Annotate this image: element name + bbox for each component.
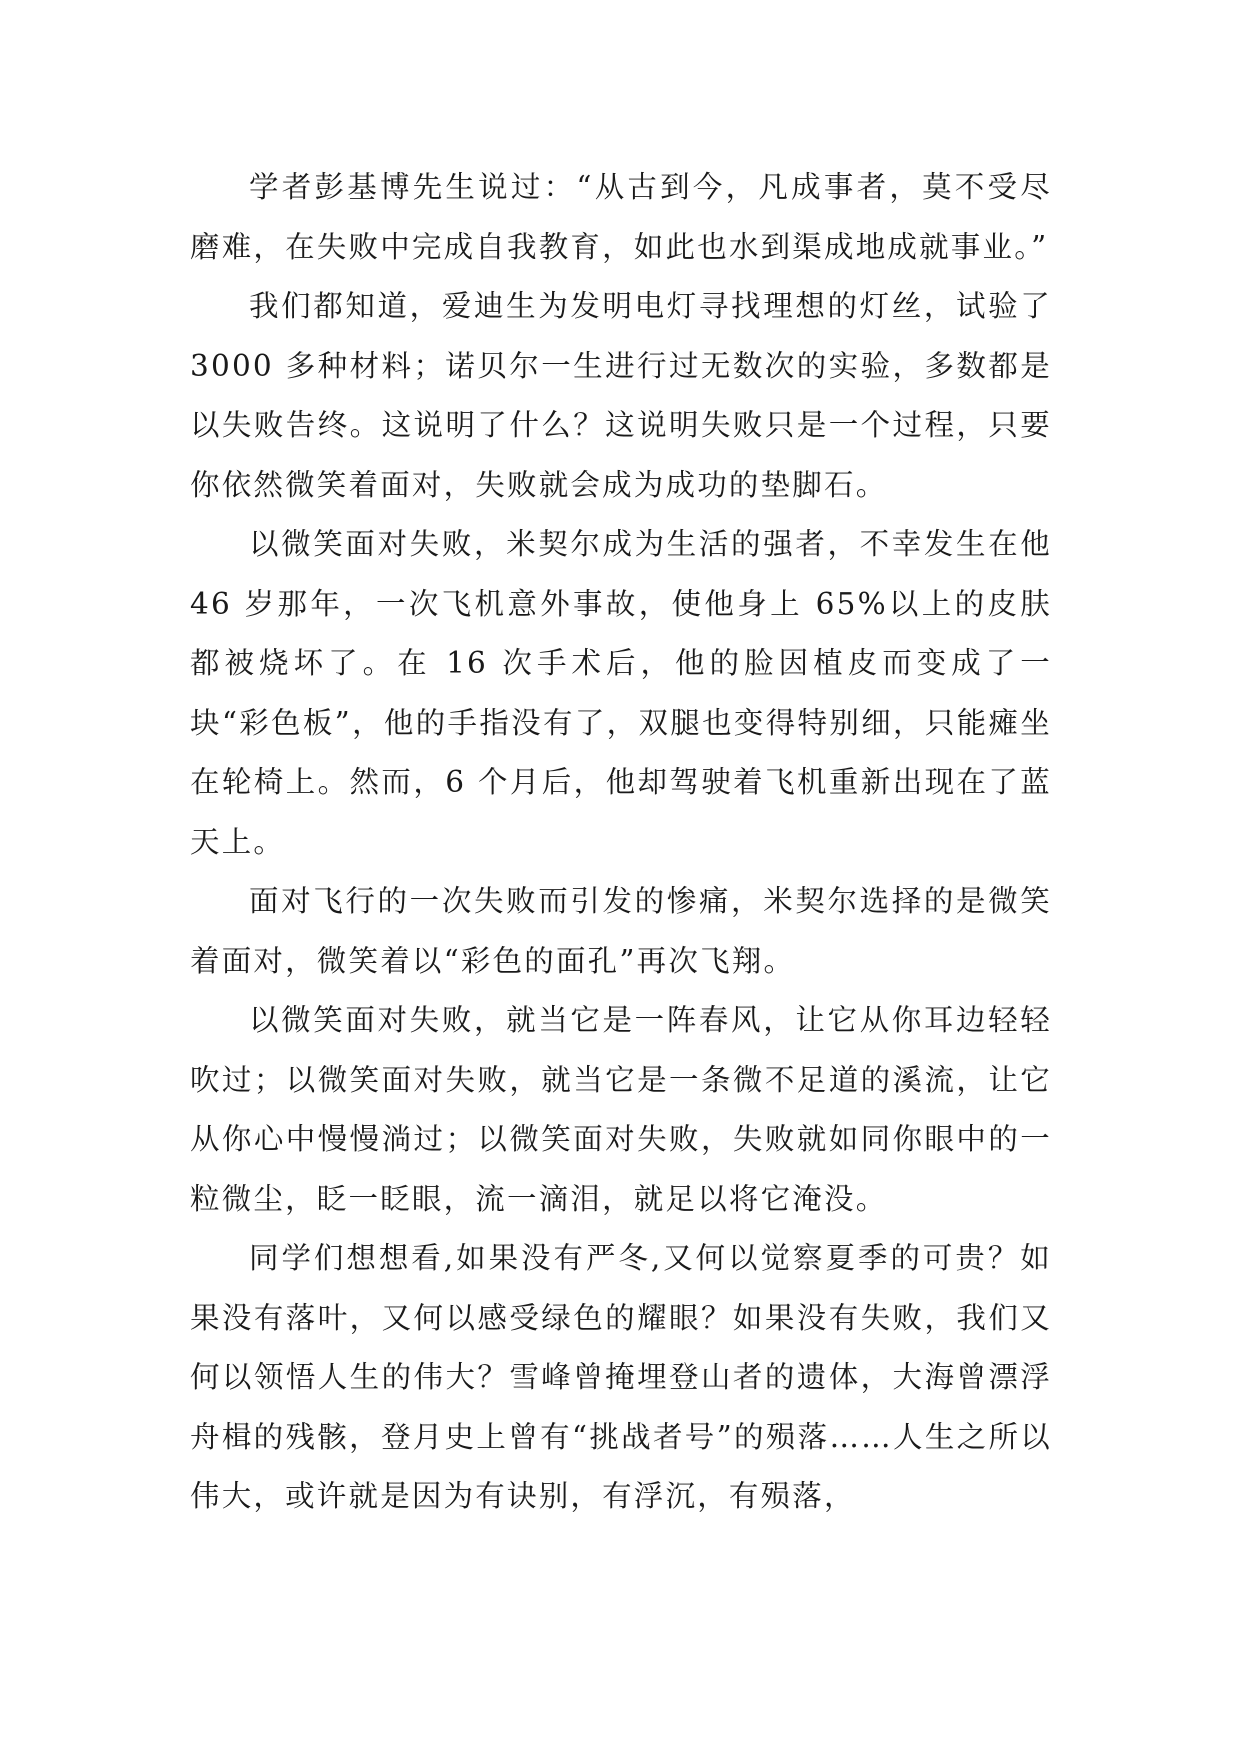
paragraph-3: 以微笑面对失败，米契尔成为生活的强者，不幸发生在他 46 岁那年，一次飞机意外事故，使他身上 65%以上的皮肤都被烧坏了。在 16 次手术后，他的脸因植皮而变成了一块“彩色板”，他的手指没有了，双腿也变得特别细，只能瘫坐在轮椅上。然而，6 个月后，他却驾驶着飞机重新出现在了蓝天上。	[190, 527, 1052, 859]
paragraph-6: 同学们想想看,如果没有严冬,又何以觉察夏季的可贵？如果没有落叶，又何以感受绿色的耀眼？如果没有失败，我们又何以领悟人生的伟大？雪峰曾掩埋登山者的遗体，大海曾漂浮舟楫的残骸，登月史上曾有“挑战者号”的殒落……人生之所以伟大，或许就是因为有诀别，有浮沉，有殒落，	[190, 1241, 1052, 1513]
paragraph-2: 我们都知道，爱迪生为发明电灯寻找理想的灯丝，试验了 3000 多种材料；诺贝尔一生进行过无数次的实验，多数都是以失败告终。这说明了什么？这说明失败只是一个过程，只要你依然微笑着面对，失败就会成为成功的垫脚石。	[190, 289, 1052, 502]
paragraph-1: 学者彭基博先生说过：“从古到今，凡成事者，莫不受尽磨难，在失败中完成自我教育，如此也水到渠成地成就事业。”	[190, 170, 1052, 264]
document-body	[190, 158, 1052, 1527]
paragraph-4: 面对飞行的一次失败而引发的惨痛，米契尔选择的是微笑着面对，微笑着以“彩色的面孔”再次飞翔。	[190, 884, 1052, 978]
paragraph-5: 以微笑面对失败，就当它是一阵春风，让它从你耳边轻轻吹过；以微笑面对失败，就当它是一条微不足道的溪流，让它从你心中慢慢淌过；以微笑面对失败，失败就如同你眼中的一粒微尘，眨一眨眼，流一滴泪，就足以将它淹没。	[190, 1003, 1052, 1216]
